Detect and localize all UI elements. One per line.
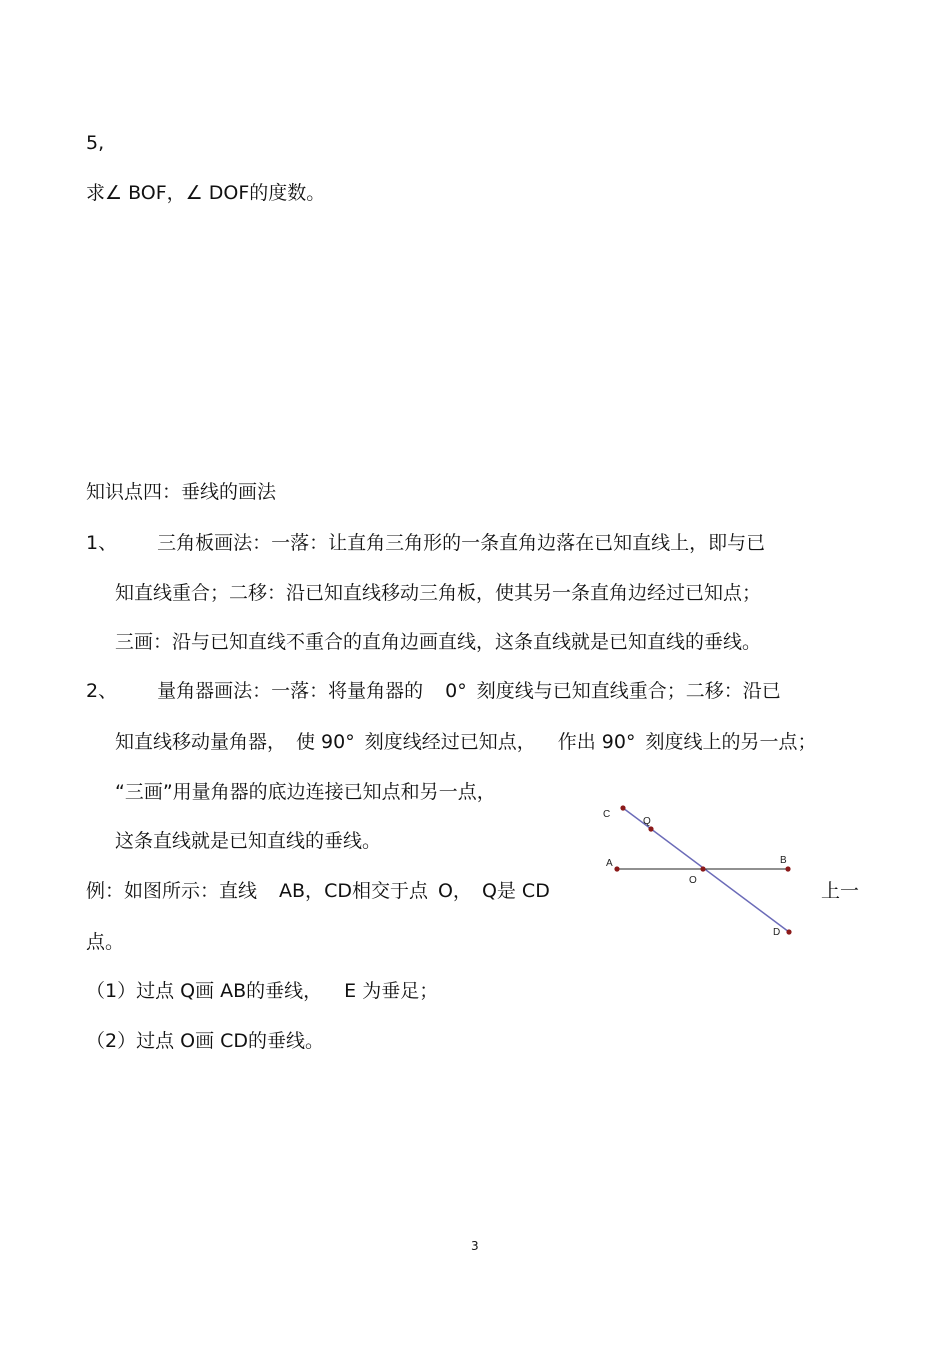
point-o [700,866,705,871]
page-number: 3 [471,1239,479,1253]
task-1-b: E 为垂足； [344,980,439,1002]
method2-number: 2、 [86,680,118,702]
method1-line3: 三画：沿与已知直线不重合的直角边画直线，这条直线就是已知直线的垂线。 [115,631,762,653]
method2-text-a: 量角器画法：一落：将量角器的 [157,680,424,702]
example-line2: 点。 [86,931,125,953]
method2-text-c: 刻度线与已知直线重合；二移：沿已 [476,680,781,702]
point-b [785,866,790,871]
method2-line2 [115,730,816,754]
method2-line2-d: 作出 90° [557,731,636,753]
task-1 [86,979,438,1003]
label-a: A [606,858,613,869]
section-title: 知识点四：垂线的画法 [86,481,277,503]
method2-line2-b: 使 90° [296,731,355,753]
point-q [648,826,653,831]
method2-line2-c: 刻度线经过已知点， [364,731,536,753]
example-o: O， [437,880,472,902]
point-a [614,866,619,871]
label-q: Q [643,816,651,827]
example-line1 [86,879,550,903]
point-d [786,929,791,934]
method2-line1 [86,679,781,703]
task-2: （2）过点 O画 CD的垂线。 [86,1030,325,1052]
example-lead: 例：如图所示：直线 [86,880,258,902]
example-q: Q是 CD [481,880,550,902]
question-text: 求∠ BOF，∠ DOF的度数。 [86,182,326,204]
label-d: D [773,927,781,938]
label-c: C [603,809,611,820]
method1-line1 [86,531,765,555]
method2-line3: “三画”用量角器的底边连接已知点和另一点， [115,781,496,803]
method1-line2: 知直线重合；二移：沿已知直线移动三角板，使其另一条直角边经过已知点； [115,582,762,604]
zero-degree: 0° [445,680,467,702]
method1-number: 1、 [86,532,118,554]
label-b: B [780,855,787,866]
method1-text: 三角板画法：一落：让直角三角形的一条直角边落在已知直线上，即与已 [157,532,766,554]
method2-line4: 这条直线就是已知直线的垂线。 [115,830,382,852]
method2-line2-e: 刻度线上的另一点； [645,731,817,753]
task-1-a: （1）过点 Q画 AB的垂线， [86,980,323,1002]
label-o: O [689,875,697,886]
example-cd: CD相交于点 [324,880,428,902]
header-fragment: 5, [86,132,105,154]
geometry-figure [596,802,796,942]
example-ab: AB， [279,880,325,902]
example-tail: 上一 [821,880,860,902]
point-c [620,805,625,810]
method2-line2-a: 知直线移动量角器， [115,731,287,753]
